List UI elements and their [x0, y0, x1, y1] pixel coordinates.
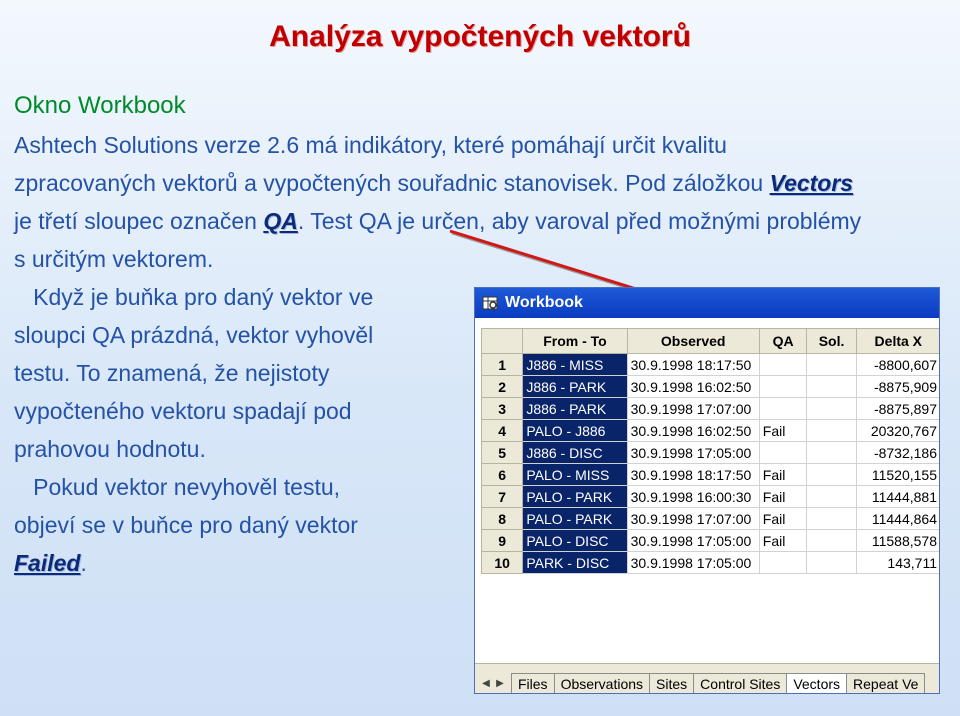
- delta-x-cell[interactable]: 20320,767: [856, 420, 940, 442]
- delta-x-cell[interactable]: 11444,881: [856, 486, 940, 508]
- qa-cell[interactable]: Fail: [759, 420, 807, 442]
- from-to-cell[interactable]: PARK - DISC: [523, 552, 627, 574]
- para2-line: prahovou hodnotu.: [14, 436, 206, 462]
- qa-cell[interactable]: Fail: [759, 486, 807, 508]
- delta-x-cell[interactable]: -8800,607: [856, 354, 940, 376]
- solution-cell[interactable]: [807, 530, 856, 552]
- qa-cell[interactable]: Fail: [759, 464, 807, 486]
- para3-end: .: [80, 550, 87, 576]
- table-row[interactable]: [482, 376, 941, 398]
- tab-scroll-last-icon[interactable]: ▶: [496, 677, 504, 689]
- keyword-qa: QA: [263, 208, 298, 234]
- solution-cell[interactable]: [807, 354, 856, 376]
- row-header[interactable]: 9: [482, 530, 523, 552]
- from-to-cell[interactable]: J886 - MISS: [523, 354, 627, 376]
- table-row[interactable]: [482, 442, 941, 464]
- para2-line: Když je buňka pro daný vektor ve: [14, 284, 374, 310]
- delta-x-cell[interactable]: 143,711: [856, 552, 940, 574]
- from-to-cell[interactable]: PALO - PARK: [523, 508, 627, 530]
- qa-cell[interactable]: [759, 376, 807, 398]
- qa-cell[interactable]: [759, 398, 807, 420]
- row-header[interactable]: 10: [482, 552, 523, 574]
- observed-cell[interactable]: 30.9.1998 18:17:50: [627, 354, 759, 376]
- section-heading: Okno Workbook: [14, 92, 186, 119]
- row-header[interactable]: 8: [482, 508, 523, 530]
- solution-cell[interactable]: [807, 486, 856, 508]
- table-row[interactable]: [482, 530, 941, 552]
- intro-text-3: . Test QA je určen, aby varoval před možnými problémy s určitým vektorem.: [14, 208, 862, 272]
- delta-x-cell[interactable]: 11520,155: [856, 464, 940, 486]
- para2-line: sloupci QA prázdná, vektor vyhověl: [14, 322, 374, 348]
- observed-cell[interactable]: 30.9.1998 17:05:00: [627, 530, 759, 552]
- qa-cell[interactable]: Fail: [759, 508, 807, 530]
- from-to-cell[interactable]: PALO - J886: [523, 420, 627, 442]
- column-header[interactable]: QA: [759, 329, 807, 354]
- solution-cell[interactable]: [807, 464, 856, 486]
- observed-cell[interactable]: 30.9.1998 17:07:00: [627, 398, 759, 420]
- column-header[interactable]: Observed: [627, 329, 759, 354]
- observed-cell[interactable]: 30.9.1998 17:07:00: [627, 508, 759, 530]
- slide-title: Analýza vypočtených vektorů: [269, 20, 691, 53]
- para3-line: Pokud vektor nevyhověl testu,: [14, 474, 341, 500]
- table-row[interactable]: [482, 508, 941, 530]
- solution-cell[interactable]: [807, 508, 856, 530]
- tab-observations[interactable]: Observations: [554, 673, 650, 693]
- from-to-cell[interactable]: J886 - DISC: [523, 442, 627, 464]
- keyword-vectors: Vectors: [769, 170, 854, 196]
- table-row[interactable]: [482, 464, 941, 486]
- row-header[interactable]: 4: [482, 420, 523, 442]
- table-row[interactable]: [482, 398, 941, 420]
- solution-cell[interactable]: [807, 442, 856, 464]
- observed-cell[interactable]: 30.9.1998 17:05:00: [627, 442, 759, 464]
- column-header[interactable]: Delta X: [856, 329, 940, 354]
- from-to-cell[interactable]: PALO - PARK: [523, 486, 627, 508]
- window-titlebar[interactable]: [475, 288, 939, 318]
- table-row[interactable]: [482, 552, 941, 574]
- row-header[interactable]: 6: [482, 464, 523, 486]
- intro-text-2: je třetí sloupec označen: [14, 208, 264, 234]
- header-row: [482, 329, 941, 354]
- vectors-grid: [481, 328, 940, 574]
- observed-cell[interactable]: 30.9.1998 16:02:50: [627, 376, 759, 398]
- qa-cell[interactable]: [759, 552, 807, 574]
- table-row[interactable]: [482, 486, 941, 508]
- row-header[interactable]: 3: [482, 398, 523, 420]
- solution-cell[interactable]: [807, 552, 856, 574]
- tab-scroll-first-icon[interactable]: ◀: [482, 677, 490, 689]
- solution-cell[interactable]: [807, 376, 856, 398]
- keyword-failed: Failed: [14, 550, 81, 576]
- delta-x-cell[interactable]: 11444,864: [856, 508, 940, 530]
- observed-cell[interactable]: 30.9.1998 16:00:30: [627, 486, 759, 508]
- para2-line: vypočteného vektoru spadají pod: [14, 398, 352, 424]
- delta-x-cell[interactable]: 11588,578: [856, 530, 940, 552]
- delta-x-cell[interactable]: -8732,186: [856, 442, 940, 464]
- window-title: Workbook: [505, 294, 583, 311]
- corner-header[interactable]: [482, 329, 523, 354]
- row-header[interactable]: 5: [482, 442, 523, 464]
- from-to-cell[interactable]: J886 - PARK: [523, 398, 627, 420]
- sheet-tabs: [475, 663, 939, 693]
- observed-cell[interactable]: 30.9.1998 17:05:00: [627, 552, 759, 574]
- table-row[interactable]: [482, 354, 941, 376]
- table-row[interactable]: [482, 420, 941, 442]
- workbook-icon: [481, 294, 499, 312]
- tab-sites[interactable]: Sites: [649, 673, 694, 693]
- from-to-cell[interactable]: PALO - MISS: [523, 464, 627, 486]
- column-header[interactable]: Sol.: [807, 329, 856, 354]
- column-header[interactable]: From - To: [523, 329, 627, 354]
- para3-line: objeví se v buňce pro daný vektor: [14, 512, 358, 538]
- row-header[interactable]: 7: [482, 486, 523, 508]
- tab-repeat-vectors[interactable]: Repeat Ve: [846, 673, 925, 693]
- vectors-table: [481, 328, 940, 574]
- qa-cell[interactable]: Fail: [759, 530, 807, 552]
- delta-x-cell[interactable]: -8875,909: [856, 376, 940, 398]
- tab-files[interactable]: Files: [511, 673, 555, 693]
- solution-cell[interactable]: [807, 398, 856, 420]
- tab-vectors[interactable]: Vectors: [786, 673, 847, 693]
- from-to-cell[interactable]: J886 - PARK: [523, 376, 627, 398]
- observed-cell[interactable]: 30.9.1998 16:02:50: [627, 420, 759, 442]
- tab-control-sites[interactable]: Control Sites: [693, 673, 787, 693]
- qa-cell[interactable]: [759, 442, 807, 464]
- from-to-cell[interactable]: PALO - DISC: [523, 530, 627, 552]
- para2-line: testu. To znamená, že nejistoty: [14, 360, 330, 386]
- workbook-window: [474, 287, 940, 694]
- solution-cell[interactable]: [807, 420, 856, 442]
- row-header[interactable]: 1: [482, 354, 523, 376]
- intro-text-1: Ashtech Solutions verze 2.6 má indikátory, které pomáhají určit kvalitu zpracovaných vektorů a vypočtených souřadnic stanovisek. Pod záložkou: [14, 132, 770, 196]
- delta-x-cell[interactable]: -8875,897: [856, 398, 940, 420]
- observed-cell[interactable]: 30.9.1998 18:17:50: [627, 464, 759, 486]
- table-body: [482, 354, 941, 574]
- row-header[interactable]: 2: [482, 376, 523, 398]
- qa-cell[interactable]: [759, 354, 807, 376]
